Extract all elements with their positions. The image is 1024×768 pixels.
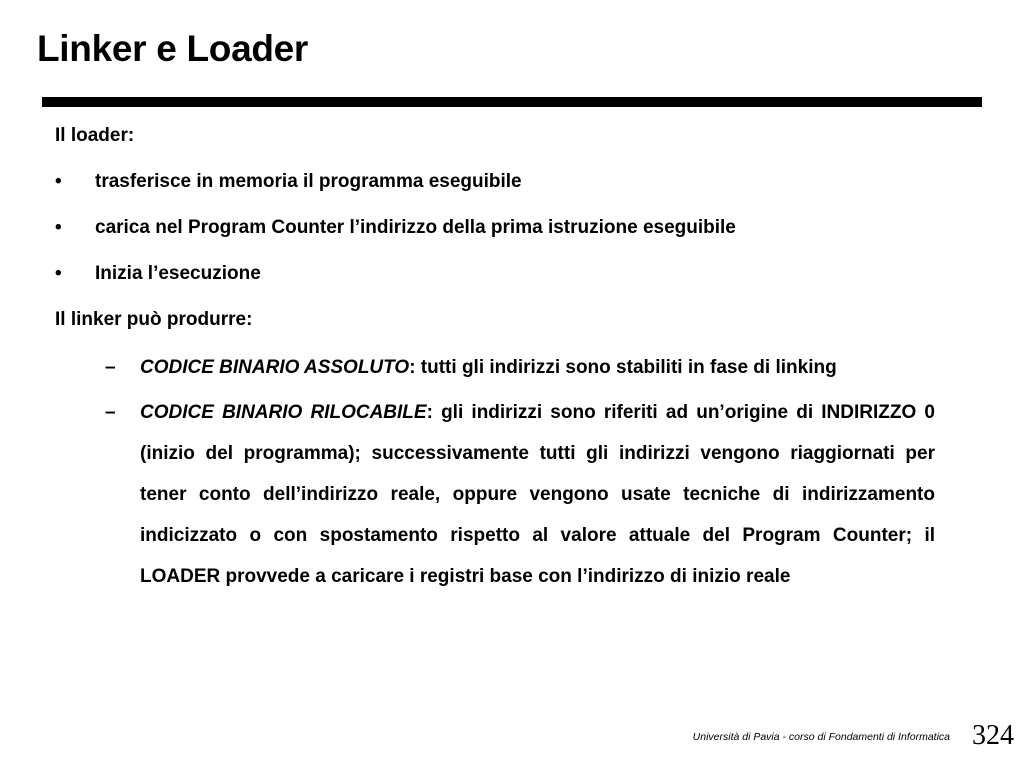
page-number: 324 [972, 720, 1014, 751]
bullet-marker: • [55, 217, 62, 238]
list-item [105, 347, 935, 388]
list-item [55, 255, 935, 301]
term-description: : gli indirizzi sono riferiti ad un’origine di INDIRIZZO 0 (inizio del programma); successivamente tutti gli indirizzi vengono riaggiornati per tener conto dell’indirizzo reale, oppure vengono usate tecniche di indirizzamento indicizzato o con spostamento rispetto al valore attuale del Program Counter; il LOADER provvede a caricare i registri base con l’indirizzo di inizio reale [140, 402, 936, 587]
sub-item-text [140, 392, 935, 597]
bullet-text: Inizia l’esecuzione [95, 263, 261, 284]
bullet-text: trasferisce in memoria il programma eseguibile [95, 171, 522, 192]
slide-title: Linker e Loader [37, 28, 309, 69]
slide-body [55, 117, 935, 601]
linker-heading: Il linker può produrre: [55, 309, 253, 330]
footer-text: Università di Pavia - corso di Fondamenti di Informatica [692, 731, 950, 743]
list-item [55, 209, 935, 255]
term-relocatable: CODICE BINARIO RILOCABILE [140, 402, 427, 423]
term-absolute: CODICE BINARIO ASSOLUTO [140, 357, 410, 378]
bullet-text: carica nel Program Counter l’indirizzo della prima istruzione eseguibile [95, 217, 736, 238]
sub-item-text [140, 347, 935, 388]
dash-marker: – [105, 357, 116, 378]
bullet-marker: • [55, 263, 62, 284]
list-item [55, 163, 935, 209]
list-item [105, 392, 935, 597]
term-description: : tutti gli indirizzi sono stabiliti in fase di linking [409, 357, 837, 378]
title-divider [42, 97, 982, 107]
dash-marker: – [105, 402, 116, 423]
bullet-marker: • [55, 171, 62, 192]
loader-heading: Il loader: [55, 125, 135, 146]
slide-footer [600, 722, 1018, 754]
